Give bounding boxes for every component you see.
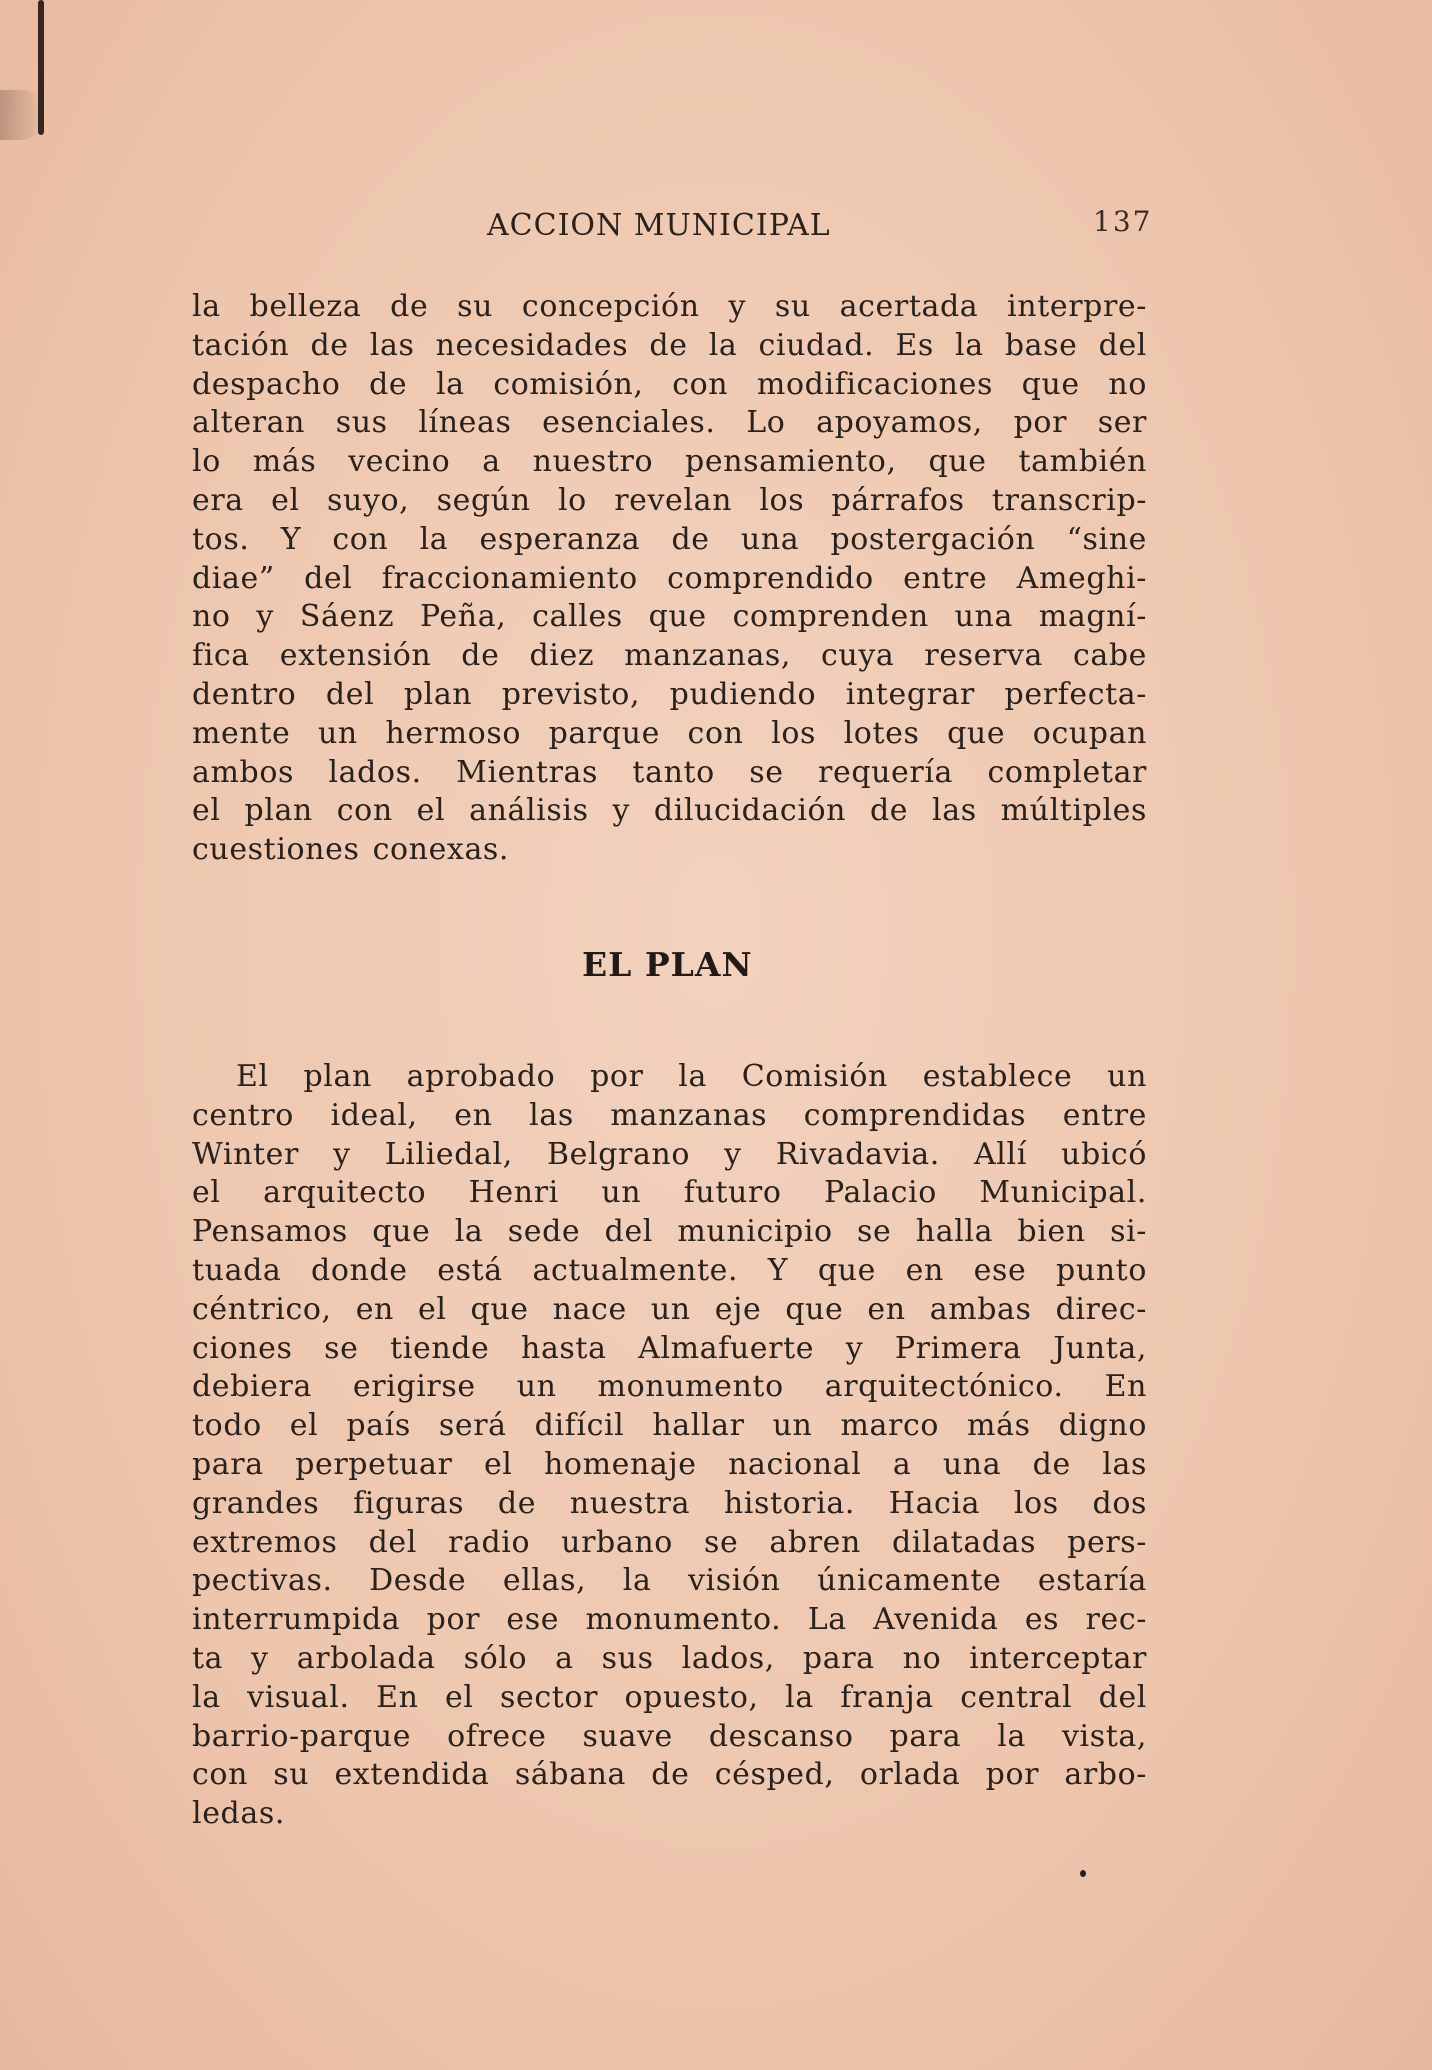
text-line: era el suyo, según lo revelan los párrafos transcrip- (192, 482, 1147, 518)
paragraph-continuation (192, 288, 1147, 870)
text-line: Winter y Liliedal, Belgrano y Rivadavia. Allí ubicó (192, 1136, 1147, 1172)
text-line: con su extendida sábana de césped, orlada por arbo- (192, 1757, 1147, 1793)
text-line: despacho de la comisión, con modificaciones que no (192, 366, 1147, 402)
text-line: fica extensión de diez manzanas, cuya reserva cabe (192, 638, 1147, 674)
page-edge-shadow (0, 90, 42, 140)
text-line: debiera erigirse un monumento arquitectónico. En (192, 1369, 1147, 1405)
text-line: céntrico, en el que nace un eje que en ambas direc- (192, 1291, 1147, 1327)
text-line: el arquitecto Henri un futuro Palacio Municipal. (192, 1175, 1147, 1211)
text-line: mente un hermoso parque con los lotes que ocupan (192, 715, 1147, 751)
binding-mark (38, 0, 44, 135)
text-line: barrio-parque ofrece suave descanso para la vista, (192, 1718, 1147, 1754)
page-number: 137 (1093, 205, 1153, 238)
text-line: Pensamos que la sede del municipio se halla bien si- (192, 1214, 1147, 1250)
text-line: ledas. (192, 1796, 285, 1832)
text-line: ta y arbolada sólo a sus lados, para no interceptar (192, 1640, 1147, 1676)
text-line: cuestiones conexas. (192, 832, 510, 868)
text-line: tación de las necesidades de la ciudad. Es la base del (192, 327, 1147, 363)
text-line: extremos del radio urbano se abren dilatadas pers- (192, 1524, 1147, 1560)
section-heading: EL PLAN (582, 945, 753, 984)
text-line: todo el país será difícil hallar un marco más digno (192, 1408, 1147, 1444)
text-line: pectivas. Desde ellas, la visión únicamente estaría (192, 1563, 1147, 1599)
text-line: ciones se tiende hasta Almafuerte y Primera Junta, (192, 1330, 1147, 1366)
text-line: lo más vecino a nuestro pensamiento, que también (192, 444, 1147, 480)
text-line: la visual. En el sector opuesto, la franja central del (192, 1679, 1147, 1715)
text-line: diae” del fraccionamiento comprendido entre Ameghi- (192, 560, 1147, 596)
text-line: ambos lados. Mientras tanto se requería completar (192, 754, 1147, 790)
text-line: tuada donde está actualmente. Y que en ese punto (192, 1252, 1147, 1288)
text-line: El plan aprobado por la Comisión establece un (236, 1059, 1147, 1094)
text-line: alteran sus líneas esenciales. Lo apoyamos, por ser (192, 405, 1147, 441)
text-line: la belleza de su concepción y su acertada interpre- (192, 289, 1147, 324)
text-line: tos. Y con la esperanza de una postergación “sine (192, 521, 1147, 557)
text-line: el plan con el análisis y dilucidación de las múltiples (192, 793, 1147, 829)
text-line: no y Sáenz Peña, calles que comprenden una magní- (192, 599, 1147, 635)
text-line: dentro del plan previsto, pudiendo integrar perfecta- (192, 676, 1147, 712)
text-line: centro ideal, en las manzanas comprendidas entre (192, 1097, 1147, 1133)
paragraph-el-plan (192, 1058, 1147, 1834)
running-head-title: ACCION MUNICIPAL (487, 208, 831, 243)
text-line: interrumpida por ese monumento. La Avenida es rec- (192, 1602, 1147, 1638)
ink-speck (1080, 1870, 1086, 1877)
text-line: grandes figuras de nuestra historia. Hacia los dos (192, 1485, 1147, 1521)
text-line: para perpetuar el homenaje nacional a una de las (192, 1446, 1147, 1482)
